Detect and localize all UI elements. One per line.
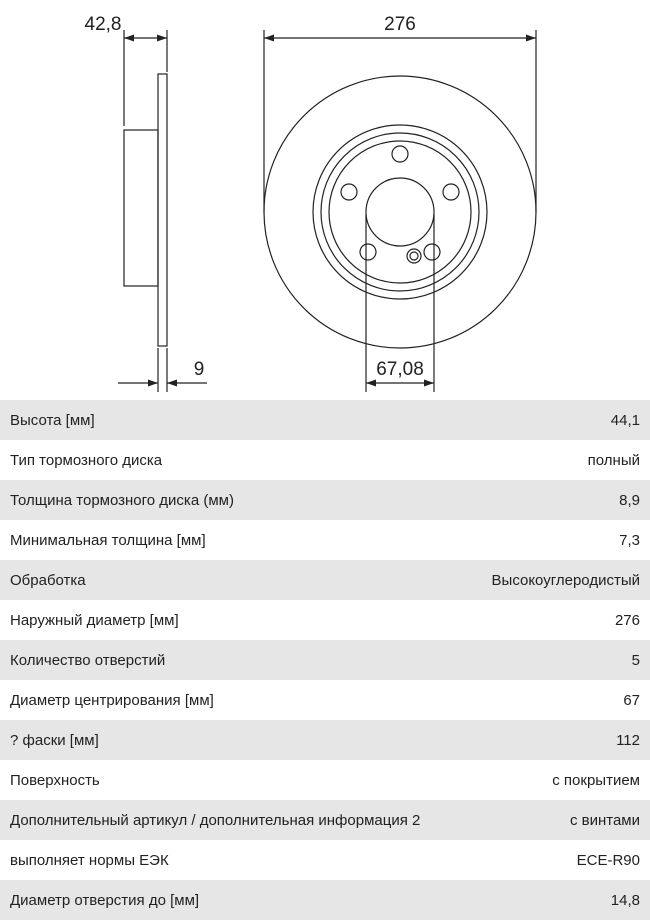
spec-label: Минимальная толщина [мм]: [10, 531, 206, 549]
bolt-hole-bottom-right: [424, 244, 440, 260]
spec-label: выполняет нормы ЕЭК: [10, 851, 169, 869]
spec-label: Дополнительный артикул / дополнительная информация 2: [10, 811, 421, 829]
specs-table: [0, 400, 650, 920]
spec-row: [0, 880, 650, 920]
spec-row: [0, 520, 650, 560]
spec-value: 112: [616, 731, 640, 749]
center-diameter-label: 67,08: [376, 359, 424, 380]
bolt-hole-right: [443, 184, 459, 200]
spec-value: с покрытием: [552, 771, 640, 789]
spec-label: Наружный диаметр [мм]: [10, 611, 179, 629]
side-view: [124, 30, 167, 392]
spec-row: [0, 640, 650, 680]
spec-label: ? фаски [мм]: [10, 731, 99, 749]
spec-row: [0, 400, 650, 440]
center-diameter-dimension: [366, 359, 434, 383]
spec-row: [0, 480, 650, 520]
bolt-hole-bottom-left: [360, 244, 376, 260]
screw-hole-inner: [410, 252, 418, 260]
spec-value: 276: [614, 611, 640, 629]
disc-plate-profile: [158, 74, 167, 346]
spec-label: Диаметр центрирования [мм]: [10, 691, 214, 709]
spec-row: [0, 720, 650, 760]
spec-row: [0, 600, 650, 640]
spec-value: полный: [587, 451, 640, 469]
spec-label: Количество отверстий: [10, 651, 166, 669]
spec-label: Обработка: [10, 571, 86, 589]
spec-value: с винтами: [569, 811, 640, 829]
front-view: [264, 30, 536, 392]
spec-value: 7,3: [619, 531, 640, 549]
spec-value: ECE-R90: [576, 851, 640, 869]
spec-label: Высота [мм]: [10, 411, 95, 429]
hub-height-dimension: [85, 14, 167, 38]
spec-row: [0, 760, 650, 800]
hub-outer-ring: [313, 125, 487, 299]
bolt-hole-top: [392, 146, 408, 162]
spec-row: [0, 800, 650, 840]
outer-diameter-dimension: [264, 14, 536, 38]
hub-height-label: 42,8: [84, 14, 122, 35]
spec-label: Тип тормозного диска: [10, 451, 163, 469]
center-bore: [366, 178, 434, 246]
spec-value: 67: [623, 691, 640, 709]
brake-disc-drawing: [0, 0, 650, 400]
thickness-dimension: [118, 359, 207, 383]
bolt-hole-left: [341, 184, 357, 200]
spec-value: 44,1: [610, 411, 640, 429]
spec-row: [0, 560, 650, 600]
hub-middle-ring: [321, 133, 479, 291]
outer-disc-edge: [264, 76, 536, 348]
screw-hole-outer: [407, 249, 421, 263]
spec-value: 8,9: [619, 491, 640, 509]
spec-label: Диаметр отверстия до [мм]: [10, 891, 200, 909]
spec-row: [0, 440, 650, 480]
spec-value: Высокоуглеродистый: [491, 571, 640, 589]
spec-row: [0, 840, 650, 880]
spec-label: Поверхность: [10, 771, 100, 789]
thickness-label: 9: [193, 359, 205, 380]
spec-value: 5: [631, 651, 640, 669]
outer-diameter-label: 276: [384, 14, 416, 35]
spec-value: 14,8: [610, 891, 640, 909]
hub-profile: [124, 130, 158, 286]
spec-label: Толщина тормозного диска (мм): [10, 491, 234, 509]
spec-row: [0, 680, 650, 720]
